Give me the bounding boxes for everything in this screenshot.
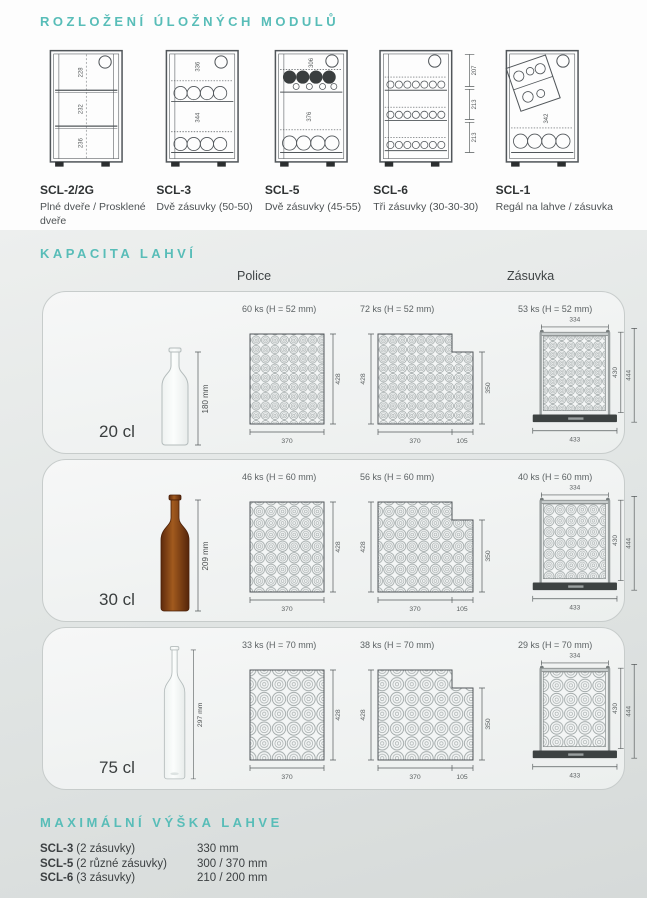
bottle-height-label: 180 mm [200,384,210,414]
dim-width-top: 334 [569,316,581,324]
dim-width-top: 334 [569,652,581,660]
drawer-cell [518,470,647,616]
column-header-police: Police [237,269,272,283]
section-capacity-title: KAPACITA LAHVÍ [40,246,197,261]
max-height-value: 330 mm [197,843,239,855]
dim-width: 370 [281,774,293,781]
capacity-count: 38 ks (H = 70 mm) [360,640,435,650]
module-name: SCL-6 [373,183,408,197]
model-code: SCL-6 [40,872,74,885]
max-height-value: 300 / 370 mm [197,857,268,870]
dim-label: 376 [307,111,314,122]
dim-height-ext: 350 [485,550,492,562]
police-full-diagram [242,326,346,448]
bottle-height-label: 209 mm [200,541,210,571]
capacity-count: 56 ks (H = 60 mm) [360,472,435,482]
section-max-bottle-height [0,795,647,886]
bottle-image-30cl [143,492,217,616]
bottle-cell-20cl [59,302,242,448]
police-l-cell [360,638,518,784]
bottle-size-label: 20 cl [99,422,135,441]
model-code: SCL-5 [40,857,74,870]
dim-height-outer: 444 [625,705,633,717]
drawer-diagram [518,482,647,616]
section-bottle-capacity [0,230,647,898]
module-description: Dvě zásuvky (50-50) [156,201,253,213]
capacity-count: 46 ks (H = 60 mm) [242,472,317,482]
section-max-height-title: MAXIMÁLNÍ VÝŠKA LAHVE [40,815,283,830]
table-row [40,842,647,857]
model-qualifier: (3 zásuvky) [76,872,136,885]
bottle-cell-30cl [59,470,242,616]
module-name: SCL-5 [264,183,300,197]
module-scl-1 [496,45,613,228]
dim-width-ext: 105 [456,438,468,445]
dim-height-inner: 430 [611,366,619,378]
capacity-count: 53 ks (H = 52 mm) [518,304,593,314]
drawer-diagram [518,314,647,448]
police-full-diagram [242,494,346,616]
capacity-column-headers [0,261,647,291]
dim-label: 342 [543,113,550,124]
police-full-cell [242,638,360,784]
capacity-card-75cl [42,627,633,790]
model-qualifier: (2 různé zásuvky) [76,857,167,870]
model-code: SCL-3 [40,843,74,855]
capacity-count: 29 ks (H = 70 mm) [518,640,593,650]
drawer-cell [518,302,647,448]
police-full-cell [242,302,360,448]
cabinet-diagram-scl-1 [496,45,596,177]
dim-width-bottom: 433 [569,604,581,612]
police-l-diagram [360,494,502,616]
dim-width-top: 334 [569,484,581,492]
bottle-cell-75cl [59,638,242,784]
dim-height-outer: 444 [625,537,633,549]
dim-label: 236 [78,138,85,149]
dim-label: 232 [78,104,85,115]
capacity-card-20cl [42,291,633,454]
dim-width-ext: 105 [456,606,468,613]
police-full-cell [242,470,360,616]
dim-height-ext: 350 [485,382,492,394]
module-description: Regál na lahve / zásuvka [495,201,613,213]
dim-width-ext: 105 [456,774,468,781]
dim-width-bottom: 433 [569,436,581,444]
module-description: Tři zásuvky (30-30-30) [373,201,479,213]
model-qualifier: (2 zásuvky) [76,843,136,855]
dim-label: 336 [195,61,202,72]
bottle-image-20cl [143,344,217,448]
dim-label: 207 [472,65,479,76]
module-scl-2-2g [40,45,148,228]
dim-width: 370 [281,438,293,445]
police-l-diagram [360,326,502,448]
max-height-value: 210 / 200 mm [197,872,268,885]
module-description: Dvě zásuvky (45-55) [264,201,362,213]
module-scl-3 [156,45,256,228]
capacity-card-30cl [42,459,633,622]
drawer-diagram [518,650,647,784]
table-row [40,857,647,872]
dim-height-main: 428 [360,373,367,385]
police-l-cell [360,302,518,448]
dim-height-main: 428 [360,709,367,721]
dim-height: 428 [335,709,342,721]
module-scl-5 [265,45,365,228]
police-l-cell [360,470,518,616]
module-description: Plné dveře / Prosklené dveře [40,201,146,228]
cabinet-diagram-scl-6 [373,45,487,177]
dim-width-main: 370 [409,438,421,445]
max-height-table [40,842,647,886]
dim-label: 344 [195,112,202,123]
dim-height-inner: 430 [611,534,619,546]
bottle-height-label: 297 mm [196,702,204,728]
dim-label: 306 [308,57,315,68]
dim-width-main: 370 [409,606,421,613]
dim-height-main: 428 [360,541,367,553]
module-name: SCL-2/2G [40,183,95,197]
capacity-count: 33 ks (H = 70 mm) [242,640,317,650]
dim-height: 428 [335,541,342,553]
dim-width-bottom: 433 [569,772,581,780]
cabinet-diagram-scl-5 [265,45,365,177]
dim-label: 213 [472,99,479,110]
drawer-cell [518,638,647,784]
police-l-diagram [360,662,502,784]
dim-height-ext: 350 [485,718,492,730]
column-header-zasuvka: Zásuvka [507,269,555,283]
table-row [40,871,647,886]
capacity-count: 60 ks (H = 52 mm) [242,304,317,314]
dim-height-outer: 444 [625,369,633,381]
section-modules-title: ROZLOŽENÍ ÚLOŽNÝCH MODULŮ [40,14,340,29]
dim-label: 213 [472,132,479,143]
bottle-image-75cl [143,644,213,784]
modules-row [40,45,647,228]
section-storage-modules [0,0,647,230]
police-full-diagram [242,662,346,784]
cabinet-diagram-scl-2-2g [40,45,140,177]
module-scl-6 [373,45,487,228]
bottle-size-label: 30 cl [99,590,135,609]
cabinet-diagram-scl-3 [156,45,256,177]
dim-height: 428 [335,373,342,385]
bottle-size-label: 75 cl [99,758,135,777]
dim-label: 228 [78,67,85,78]
module-name: SCL-3 [156,183,192,197]
dim-width-main: 370 [409,774,421,781]
capacity-count: 72 ks (H = 52 mm) [360,304,435,314]
dim-width: 370 [281,606,293,613]
dim-height-inner: 430 [611,702,619,714]
capacity-count: 40 ks (H = 60 mm) [518,472,593,482]
module-name: SCL-1 [495,183,531,197]
